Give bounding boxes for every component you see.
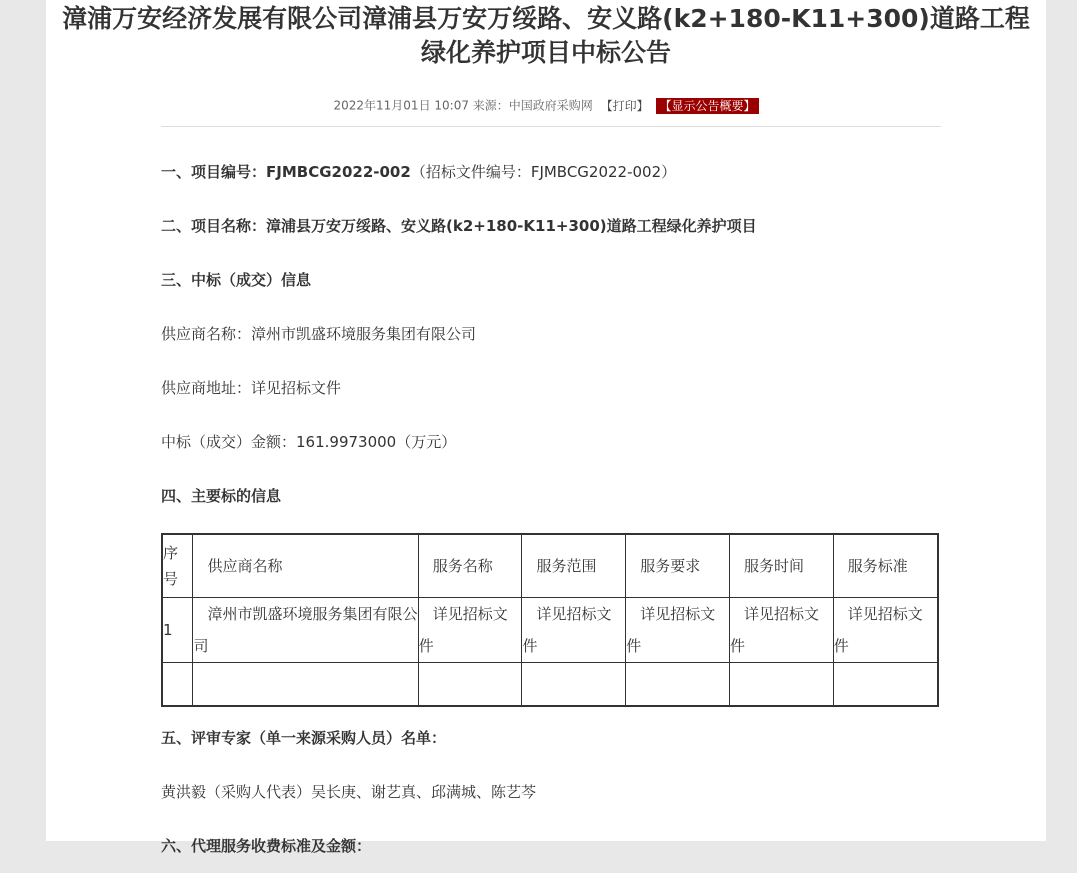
header-cell xyxy=(162,534,193,598)
experts-heading xyxy=(161,711,941,765)
table-cell-text: 漳州市凯盛环境服务集团有限公司 xyxy=(193,605,418,655)
header-cell-text: 服务标准 xyxy=(847,557,908,575)
table-cell xyxy=(729,598,833,663)
table-cell-text: 1 xyxy=(163,621,173,639)
supplier-address-line: 供应商地址：详见招标文件 xyxy=(161,379,342,397)
table-cell xyxy=(729,663,833,707)
show-summary-button[interactable]: 【显示公告概要】 xyxy=(656,98,758,114)
project-name-value: 漳浦县万安万绥路、安义路(k2+180-K11+300)道路工程绿化养护项目 xyxy=(266,217,757,235)
tender-doc-number: （招标文件编号：FJMBCG2022-002） xyxy=(410,163,677,181)
bid-amount-line: 中标（成交）金额：161.9973000（万元） xyxy=(161,433,457,451)
publish-datetime: 2022年11月01日 10:07 xyxy=(333,98,469,113)
winning-info-heading-text: 三、中标（成交）信息 xyxy=(161,271,312,289)
main-subject-heading xyxy=(161,469,941,523)
table-cell-text: 详见招标文件 xyxy=(522,605,612,655)
document-page xyxy=(46,0,1046,855)
header-cell-text: 服务时间 xyxy=(743,557,804,575)
table-cell xyxy=(626,598,730,663)
header-cell-text: 服务范围 xyxy=(536,557,597,575)
project-number-label: 一、项目编号： xyxy=(161,163,267,181)
table-cell xyxy=(162,598,193,663)
main-subject-heading-text: 四、主要标的信息 xyxy=(161,487,282,505)
table-cell-text: 详见招标文件 xyxy=(833,605,923,655)
table-cell-text: 详见招标文件 xyxy=(418,605,508,655)
table-header-row xyxy=(162,534,938,598)
winning-info-heading xyxy=(161,253,941,307)
header-cell-text: 服务名称 xyxy=(432,557,493,575)
table-cell-text: 详见招标文件 xyxy=(729,605,819,655)
table-row-empty xyxy=(162,663,938,707)
table-cell xyxy=(833,663,938,707)
table-cell xyxy=(418,663,522,707)
project-number-line xyxy=(161,145,941,199)
announcement-body xyxy=(161,145,941,873)
article-meta xyxy=(46,96,1046,114)
project-name-line xyxy=(161,199,941,253)
header-cell xyxy=(729,534,833,598)
experts-heading-text: 五、评审专家（单一来源采购人员）名单： xyxy=(161,729,447,747)
page-title: 漳浦万安经济发展有限公司漳浦县万安万绥路、安义路(k2+180-K11+300)道路工程绿化养护项目中标公告 xyxy=(62,4,1030,67)
header-cell xyxy=(418,534,522,598)
table-cell xyxy=(833,598,938,663)
agency-fee-heading-text: 六、代理服务收费标准及金额： xyxy=(161,837,372,855)
header-cell xyxy=(522,534,626,598)
table-cell xyxy=(162,663,193,707)
subject-info-table xyxy=(161,533,939,707)
table-row xyxy=(162,598,938,663)
header-cell xyxy=(193,534,418,598)
table-cell-text: 详见招标文件 xyxy=(626,605,716,655)
project-name-label: 二、项目名称： xyxy=(161,217,267,235)
table-cell xyxy=(626,663,730,707)
header-divider xyxy=(161,126,941,127)
project-number-value: FJMBCG2022-002 xyxy=(266,163,411,181)
header-cell xyxy=(833,534,938,598)
header-cell-text: 供应商名称 xyxy=(207,557,283,575)
print-link[interactable]: 【打印】 xyxy=(600,98,649,113)
source-label: 来源：中国政府采购网 xyxy=(472,98,593,113)
experts-list: 黄洪毅（采购人代表）吴长庚、谢艺真、邱满城、陈艺芩 xyxy=(161,783,537,801)
header-cell xyxy=(626,534,730,598)
table-cell xyxy=(522,598,626,663)
table-cell xyxy=(418,598,522,663)
header-cell-text: 服务要求 xyxy=(640,557,701,575)
header-cell-text: 序号 xyxy=(163,544,179,588)
table-cell xyxy=(522,663,626,707)
table-cell xyxy=(193,598,418,663)
agency-fee-heading xyxy=(161,819,941,873)
table-cell xyxy=(193,663,418,707)
supplier-name-line: 供应商名称：漳州市凯盛环境服务集团有限公司 xyxy=(161,325,477,343)
